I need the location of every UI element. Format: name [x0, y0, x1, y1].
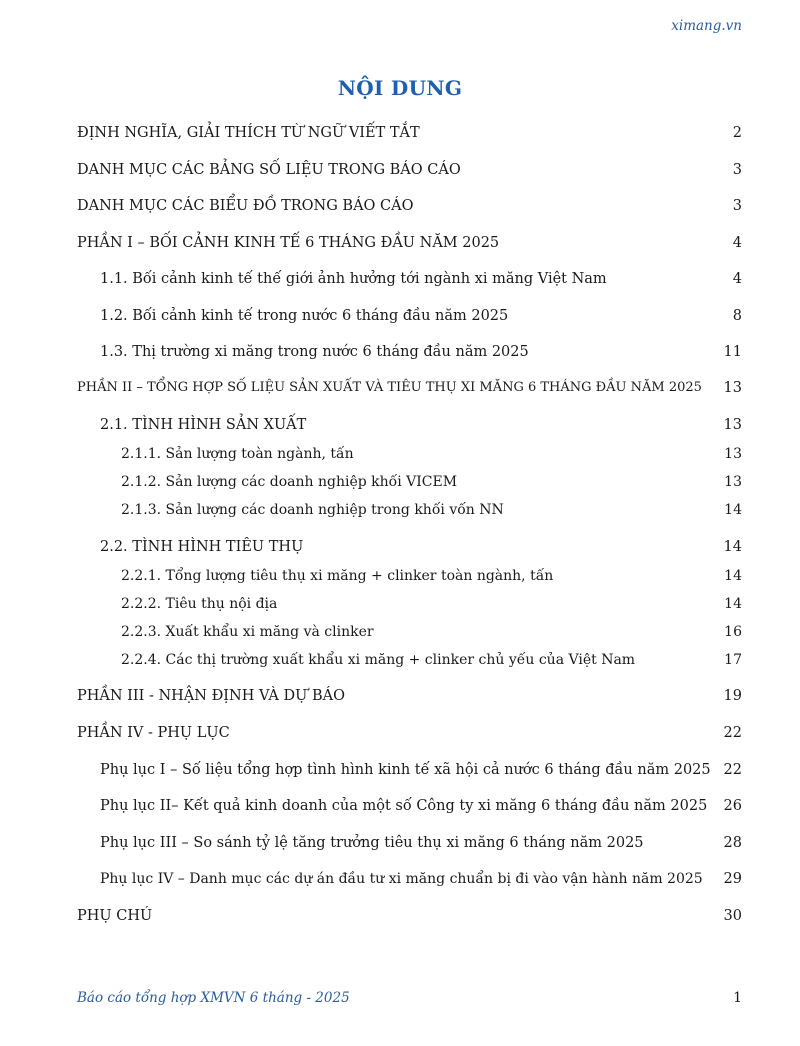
toc-entry-label: PHẦN I – BỐI CẢNH KINH TẾ 6 THÁNG ĐẦU NĂM 2025 [77, 235, 500, 251]
toc-entry-label: 2.2.4. Các thị trường xuất khẩu xi măng + clinker chủ yếu của Việt Nam [121, 652, 636, 668]
toc-entry-label: 2.2.1. Tổng lượng tiêu thụ xi măng + clinker toàn ngành, tấn [121, 568, 554, 584]
toc-entry-label: 1.1. Bối cảnh kinh tế thế giới ảnh hưởng tới ngành xi măng Việt Nam [100, 271, 607, 287]
toc-entry-label: PHẦN II – TỔNG HỢP SỐ LIỆU SẢN XUẤT VÀ TIÊU THỤ XI MĂNG 6 THÁNG ĐẦU NĂM 2025 [77, 380, 702, 395]
toc-entry[interactable] [0, 340, 800, 364]
toc-entry[interactable] [0, 498, 800, 522]
toc-entry-page: 26 [723, 798, 742, 814]
toc-entry-page: 11 [723, 344, 742, 360]
toc-entry-label: 2.1.3. Sản lượng các doanh nghiệp trong khối vốn NN [121, 502, 504, 518]
toc-entry-page: 16 [724, 624, 742, 640]
toc-entry-page: 8 [732, 308, 742, 324]
toc-entry-label: PHẦN IV - PHỤ LỤC [77, 725, 230, 741]
toc-entry-label: 1.2. Bối cảnh kinh tế trong nước 6 tháng đầu năm 2025 [100, 308, 509, 324]
toc-entry-page: 14 [723, 539, 742, 555]
toc-entry-label: 2.2. TÌNH HÌNH TIÊU THỤ [100, 539, 304, 555]
toc-entry-label: 2.2.3. Xuất khẩu xi măng và clinker [121, 624, 374, 640]
toc-entry[interactable] [0, 904, 800, 928]
toc-entry-label: DANH MỤC CÁC BIỂU ĐỒ TRONG BÁO CÁO [77, 198, 414, 214]
toc-entry-page: 14 [724, 568, 742, 584]
toc-entry[interactable] [0, 304, 800, 328]
toc-entry-page: 30 [723, 908, 742, 924]
toc-entry-page: 22 [723, 762, 742, 778]
toc-entry-label: 1.3. Thị trường xi măng trong nước 6 tháng đầu năm 2025 [100, 344, 529, 360]
toc-entry-label: Phụ lục II– Kết quả kinh doanh của một số Công ty xi măng 6 tháng đầu năm 2025 [100, 798, 708, 814]
toc-entry-label: DANH MỤC CÁC BẢNG SỐ LIỆU TRONG BÁO CÁO [77, 162, 461, 178]
footer-page-number: 1 [733, 990, 742, 1006]
toc-entry-label: 2.1.2. Sản lượng các doanh nghiệp khối VICEM [121, 474, 458, 490]
toc-entry-page: 13 [724, 446, 742, 462]
toc-entry-page: 3 [732, 198, 742, 214]
toc-entry-page: 17 [724, 652, 742, 668]
toc-entry[interactable] [0, 794, 800, 818]
toc-entry-label: 2.2.2. Tiêu thụ nội địa [121, 596, 278, 612]
toc-entry[interactable] [0, 721, 800, 745]
toc-entry[interactable] [0, 867, 800, 891]
toc-entry-page: 2 [732, 125, 742, 141]
toc-entry-page: 22 [723, 725, 742, 741]
site-name: ximang.vn [671, 18, 742, 34]
toc-entry-label: PHẦN III - NHẬN ĐỊNH VÀ DỰ BÁO [77, 688, 345, 704]
toc-entry-label: ĐỊNH NGHĨA, GIẢI THÍCH TỪ NGỮ VIẾT TẮT [77, 125, 420, 141]
toc-entry-label: 2.1.1. Sản lượng toàn ngành, tấn [121, 446, 354, 462]
toc-entry-page: 13 [723, 417, 742, 433]
toc-entry-page: 13 [724, 474, 742, 490]
toc-entry[interactable] [0, 684, 800, 708]
toc-entry[interactable] [0, 158, 800, 182]
toc-entry[interactable] [0, 376, 800, 400]
toc-entry[interactable] [0, 592, 800, 616]
toc-entry[interactable] [0, 564, 800, 588]
toc-entry-page: 3 [732, 162, 742, 178]
toc-entry[interactable] [0, 413, 800, 437]
toc-entry[interactable] [0, 470, 800, 494]
footer-report-title: Báo cáo tổng hợp XMVN 6 tháng - 2025 [77, 990, 350, 1006]
toc-entry-label: Phụ lục III – So sánh tỷ lệ tăng trưởng tiêu thụ xi măng 6 tháng năm 2025 [100, 835, 644, 851]
toc-entry-label: Phụ lục I – Số liệu tổng hợp tình hình kinh tế xã hội cả nước 6 tháng đầu năm 2025 [100, 762, 711, 778]
toc-entry-label: Phụ lục IV – Danh mục các dự án đầu tư xi măng chuẩn bị đi vào vận hành năm 2025 [100, 871, 703, 887]
toc-entry-page: 4 [732, 271, 742, 287]
toc-entry[interactable] [0, 831, 800, 855]
toc-entry[interactable] [0, 267, 800, 291]
toc-entry-page: 28 [723, 835, 742, 851]
toc-entry-label: 2.1. TÌNH HÌNH SẢN XUẤT [100, 417, 307, 433]
toc-entry[interactable] [0, 442, 800, 466]
toc-entry-page: 29 [723, 871, 742, 887]
toc-entry[interactable] [0, 231, 800, 255]
toc-entry[interactable] [0, 535, 800, 559]
toc-entry[interactable] [0, 121, 800, 145]
toc-entry-page: 4 [732, 235, 742, 251]
toc-entry[interactable] [0, 648, 800, 672]
toc-entry-page: 13 [723, 380, 742, 396]
toc-entry[interactable] [0, 620, 800, 644]
toc-entry-page: 14 [724, 596, 742, 612]
toc-entry[interactable] [0, 758, 800, 782]
toc-entry[interactable] [0, 194, 800, 218]
page-title: NỘI DUNG [337, 76, 463, 100]
toc-entry-label: PHỤ CHÚ [77, 908, 153, 924]
toc-entry-page: 19 [723, 688, 742, 704]
toc-entry-page: 14 [724, 502, 742, 518]
